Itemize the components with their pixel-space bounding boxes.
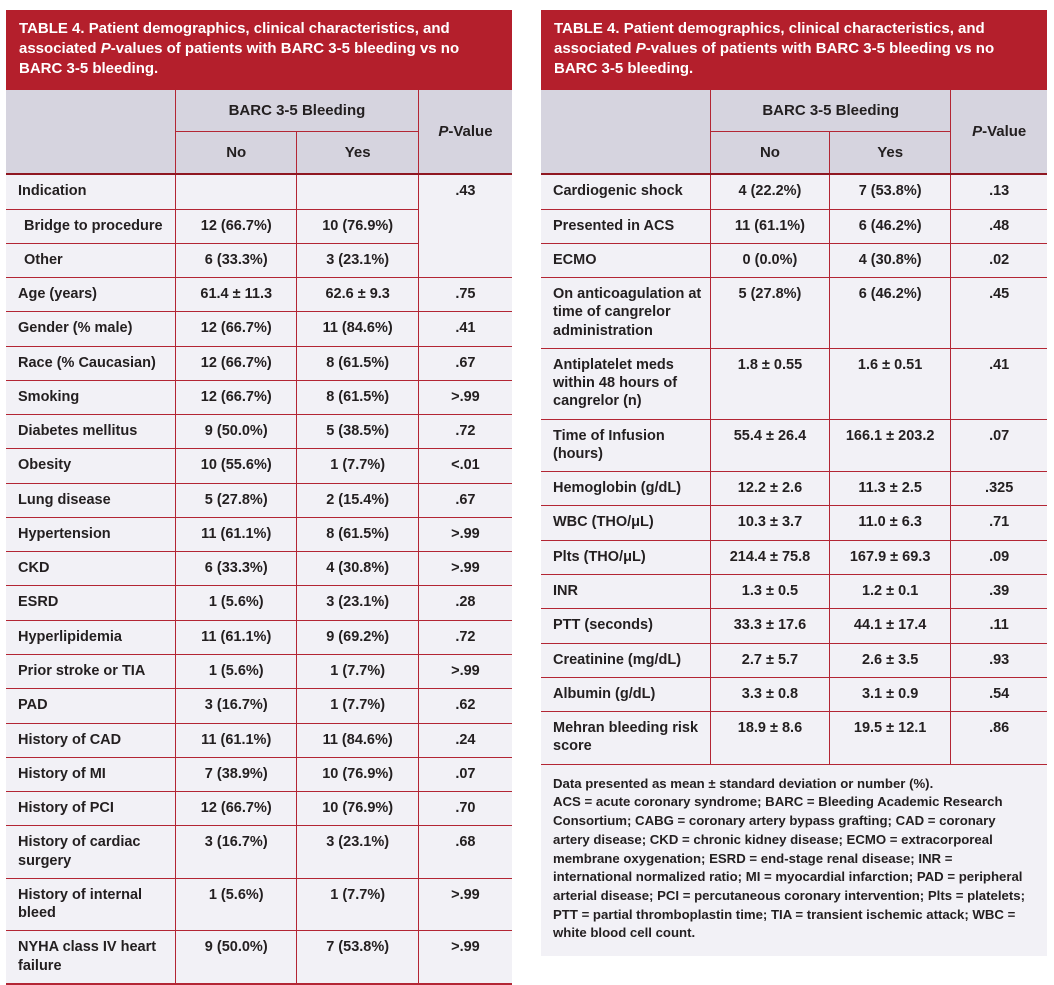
pvalue-italic-p: P (438, 123, 449, 141)
row-label: PTT (seconds) (541, 609, 711, 643)
table-title-text-rest: -values of patients with BARC 3-5 bleeding vs no BARC 3-5 bleeding. (554, 40, 995, 78)
row-label: Bridge to procedure (6, 209, 176, 243)
table-row (541, 419, 1047, 472)
table-row (6, 757, 512, 791)
table-row (6, 174, 512, 209)
value-no: 61.4 ± 11.3 (176, 278, 297, 312)
p-value: .48 (951, 209, 1047, 243)
row-label: Other (6, 243, 176, 277)
column-header-group: BARC 3-5 Bleeding (711, 90, 951, 132)
value-yes: 1 (7.7%) (297, 689, 418, 723)
value-yes: 6 (46.2%) (829, 278, 950, 349)
p-value: .54 (951, 677, 1047, 711)
pvalue-rest: -Value (982, 123, 1027, 141)
table-row (541, 472, 1047, 506)
column-header-no: No (711, 132, 830, 175)
value-no: 1.3 ± 0.5 (711, 575, 830, 609)
table-title (541, 10, 1047, 90)
value-no: 55.4 ± 26.4 (711, 419, 830, 472)
table-row (541, 677, 1047, 711)
row-label: CKD (6, 552, 176, 586)
header-row-group (541, 90, 1047, 132)
p-value: .72 (418, 620, 512, 654)
row-label: Antiplatelet meds within 48 hours of cangrelor (n) (541, 348, 711, 419)
value-yes: 1 (7.7%) (297, 878, 418, 931)
p-value: .39 (951, 575, 1047, 609)
value-yes: 3.1 ± 0.9 (829, 677, 950, 711)
pvalue-rest: -Value (448, 123, 493, 141)
value-yes: 1 (7.7%) (297, 449, 418, 483)
row-label: ESRD (6, 586, 176, 620)
value-yes: 11.3 ± 2.5 (829, 472, 950, 506)
row-label: Albumin (g/dL) (541, 677, 711, 711)
p-value: .70 (418, 792, 512, 826)
p-value: .41 (951, 348, 1047, 419)
value-no: 11 (61.1%) (176, 620, 297, 654)
row-label: Presented in ACS (541, 209, 711, 243)
pvalue-italic-p: P (972, 123, 983, 141)
row-label: NYHA class IV heart failure (6, 931, 176, 984)
p-value: .13 (951, 174, 1047, 209)
value-no: 11 (61.1%) (176, 517, 297, 551)
value-no: 1 (5.6%) (176, 586, 297, 620)
row-label: Time of Infusion (hours) (541, 419, 711, 472)
value-no: 10 (55.6%) (176, 449, 297, 483)
row-label: Age (years) (6, 278, 176, 312)
corner-header-cell (541, 90, 711, 174)
p-value: .67 (418, 346, 512, 380)
value-yes: 1.6 ± 0.51 (829, 348, 950, 419)
row-label: Lung disease (6, 483, 176, 517)
row-label: On anticoagulation at time of cangrelor administration (541, 278, 711, 349)
value-yes: 11 (84.6%) (297, 723, 418, 757)
value-no: 2.7 ± 5.7 (711, 643, 830, 677)
value-yes: 8 (61.5%) (297, 380, 418, 414)
p-value: .07 (951, 419, 1047, 472)
value-yes: 11.0 ± 6.3 (829, 506, 950, 540)
table-row (541, 209, 1047, 243)
value-yes: 5 (38.5%) (297, 415, 418, 449)
value-yes: 7 (53.8%) (829, 174, 950, 209)
p-value: .28 (418, 586, 512, 620)
table-row (541, 643, 1047, 677)
value-no: 18.9 ± 8.6 (711, 712, 830, 765)
row-label: Mehran bleeding risk score (541, 712, 711, 765)
table-title-italic-p: P (100, 40, 111, 58)
footnote-abbreviations: ACS = acute coronary syndrome; BARC = Bleeding Academic Research Consortium; CABG = coronary artery bypass grafting; CAD = coronary artery disease; CKD = chronic kidney disease; ECMO = extracorporeal membrane oxygenation; ESRD = end-stage renal disease; INR = international normalized ratio; MI = myocardial infarction; PAD = peripheral arterial disease; PCI = percutaneous coronary intervention; Plts = platelets; PTT = partial thromboplastin time; TIA = transient ischemic attack; WBC = white blood cell count. (553, 794, 1025, 941)
table-title (6, 10, 512, 90)
table-row (6, 826, 512, 879)
table-row (6, 278, 512, 312)
row-label: Gender (% male) (6, 312, 176, 346)
value-no: 1.8 ± 0.55 (711, 348, 830, 419)
p-value: .45 (951, 278, 1047, 349)
value-yes: 3 (23.1%) (297, 826, 418, 879)
row-label: Obesity (6, 449, 176, 483)
p-value: .41 (418, 312, 512, 346)
row-label: Hypertension (6, 517, 176, 551)
table-row (541, 609, 1047, 643)
value-yes: 9 (69.2%) (297, 620, 418, 654)
table-title-text: TABLE 4. Patient demographics, clinical characteristics, and associated (554, 20, 985, 58)
table-row (541, 540, 1047, 574)
right-table-panel (541, 10, 1047, 985)
value-yes: 4 (30.8%) (297, 552, 418, 586)
value-no: 7 (38.9%) (176, 757, 297, 791)
table-title-text: TABLE 4. Patient demographics, clinical characteristics, and associated (19, 20, 450, 58)
p-value: .93 (951, 643, 1047, 677)
value-yes: 3 (23.1%) (297, 243, 418, 277)
value-yes: 10 (76.9%) (297, 757, 418, 791)
column-header-no: No (176, 132, 297, 175)
value-no: 12.2 ± 2.6 (711, 472, 830, 506)
table-row (6, 792, 512, 826)
table-row (541, 575, 1047, 609)
column-header-yes: Yes (297, 132, 418, 175)
p-value: .02 (951, 243, 1047, 277)
table-row (6, 620, 512, 654)
row-label: Hyperlipidemia (6, 620, 176, 654)
value-yes: 2 (15.4%) (297, 483, 418, 517)
row-label: Creatinine (mg/dL) (541, 643, 711, 677)
value-no: 11 (61.1%) (711, 209, 830, 243)
row-label: Race (% Caucasian) (6, 346, 176, 380)
value-no: 5 (27.8%) (711, 278, 830, 349)
value-no: 3 (16.7%) (176, 689, 297, 723)
value-no: 6 (33.3%) (176, 243, 297, 277)
demographics-table-left (6, 90, 512, 985)
row-label: Prior stroke or TIA (6, 655, 176, 689)
row-label: Plts (THO/μL) (541, 540, 711, 574)
p-value: .67 (418, 483, 512, 517)
row-label: Diabetes mellitus (6, 415, 176, 449)
row-label: Indication (6, 174, 176, 209)
row-label: History of internal bleed (6, 878, 176, 931)
table-row (6, 931, 512, 984)
table-row (6, 723, 512, 757)
p-value: .62 (418, 689, 512, 723)
table-row (6, 449, 512, 483)
table-row (6, 552, 512, 586)
p-value: .71 (951, 506, 1047, 540)
table-row (6, 517, 512, 551)
row-label: Cardiogenic shock (541, 174, 711, 209)
value-yes: 6 (46.2%) (829, 209, 950, 243)
p-value: .07 (418, 757, 512, 791)
row-label: INR (541, 575, 711, 609)
value-no: 12 (66.7%) (176, 792, 297, 826)
p-value: >.99 (418, 655, 512, 689)
column-header-group: BARC 3-5 Bleeding (176, 90, 419, 132)
value-no: 6 (33.3%) (176, 552, 297, 586)
header-row-group (6, 90, 512, 132)
row-label: ECMO (541, 243, 711, 277)
p-value: >.99 (418, 931, 512, 984)
row-label: History of CAD (6, 723, 176, 757)
value-yes: 19.5 ± 12.1 (829, 712, 950, 765)
value-yes: 44.1 ± 17.4 (829, 609, 950, 643)
value-yes: 10 (76.9%) (297, 209, 418, 243)
demographics-table-right (541, 90, 1047, 764)
value-no: 5 (27.8%) (176, 483, 297, 517)
row-label: Hemoglobin (g/dL) (541, 472, 711, 506)
table-row (6, 346, 512, 380)
table-title-text-rest: -values of patients with BARC 3-5 bleeding vs no BARC 3-5 bleeding. (19, 40, 460, 78)
table-row (6, 380, 512, 414)
value-no: 0 (0.0%) (711, 243, 830, 277)
value-yes: 4 (30.8%) (829, 243, 950, 277)
value-yes: 8 (61.5%) (297, 517, 418, 551)
value-yes: 1 (7.7%) (297, 655, 418, 689)
table-row (541, 243, 1047, 277)
column-header-pvalue (951, 90, 1047, 174)
value-yes: 167.9 ± 69.3 (829, 540, 950, 574)
value-yes: 1.2 ± 0.1 (829, 575, 950, 609)
value-no: 3 (16.7%) (176, 826, 297, 879)
value-no: 10.3 ± 3.7 (711, 506, 830, 540)
value-yes: 166.1 ± 203.2 (829, 419, 950, 472)
table-row (541, 712, 1047, 765)
value-no: 9 (50.0%) (176, 415, 297, 449)
table-row (541, 174, 1047, 209)
value-yes: 3 (23.1%) (297, 586, 418, 620)
p-value: .43 (418, 174, 512, 277)
table-row (6, 586, 512, 620)
table-title-italic-p: P (635, 40, 646, 58)
value-no: 3.3 ± 0.8 (711, 677, 830, 711)
table-row (6, 483, 512, 517)
table-row (541, 278, 1047, 349)
column-header-yes: Yes (829, 132, 950, 175)
column-header-pvalue (418, 90, 512, 174)
value-no: 4 (22.2%) (711, 174, 830, 209)
p-value: .75 (418, 278, 512, 312)
p-value: >.99 (418, 380, 512, 414)
p-value: .72 (418, 415, 512, 449)
value-yes: 2.6 ± 3.5 (829, 643, 950, 677)
p-value: .325 (951, 472, 1047, 506)
p-value: .09 (951, 540, 1047, 574)
table-row (541, 506, 1047, 540)
p-value: <.01 (418, 449, 512, 483)
value-no: 33.3 ± 17.6 (711, 609, 830, 643)
value-yes: 11 (84.6%) (297, 312, 418, 346)
table-row (6, 415, 512, 449)
value-no: 11 (61.1%) (176, 723, 297, 757)
value-no: 1 (5.6%) (176, 655, 297, 689)
value-no: 12 (66.7%) (176, 380, 297, 414)
row-label: History of MI (6, 757, 176, 791)
value-no: 12 (66.7%) (176, 346, 297, 380)
p-value: .68 (418, 826, 512, 879)
row-label: Smoking (6, 380, 176, 414)
p-value: >.99 (418, 878, 512, 931)
value-no (176, 174, 297, 209)
value-yes: 62.6 ± 9.3 (297, 278, 418, 312)
value-no: 1 (5.6%) (176, 878, 297, 931)
corner-header-cell (6, 90, 176, 174)
value-no: 12 (66.7%) (176, 209, 297, 243)
row-label: History of cardiac surgery (6, 826, 176, 879)
footnote-data-note: Data presented as mean ± standard deviation or number (%). (553, 775, 934, 791)
row-label: PAD (6, 689, 176, 723)
value-no: 9 (50.0%) (176, 931, 297, 984)
value-yes: 7 (53.8%) (297, 931, 418, 984)
table-row (6, 655, 512, 689)
table-row (6, 878, 512, 931)
p-value: .24 (418, 723, 512, 757)
table-row (541, 348, 1047, 419)
p-value: .86 (951, 712, 1047, 765)
value-yes (297, 174, 418, 209)
value-yes: 8 (61.5%) (297, 346, 418, 380)
table-footnote (541, 765, 1047, 957)
row-label: History of PCI (6, 792, 176, 826)
table-row (6, 689, 512, 723)
p-value: .11 (951, 609, 1047, 643)
left-table-panel (6, 10, 512, 985)
table-row (6, 312, 512, 346)
value-yes: 10 (76.9%) (297, 792, 418, 826)
value-no: 214.4 ± 75.8 (711, 540, 830, 574)
value-no: 12 (66.7%) (176, 312, 297, 346)
p-value: >.99 (418, 517, 512, 551)
p-value: >.99 (418, 552, 512, 586)
row-label: WBC (THO/μL) (541, 506, 711, 540)
